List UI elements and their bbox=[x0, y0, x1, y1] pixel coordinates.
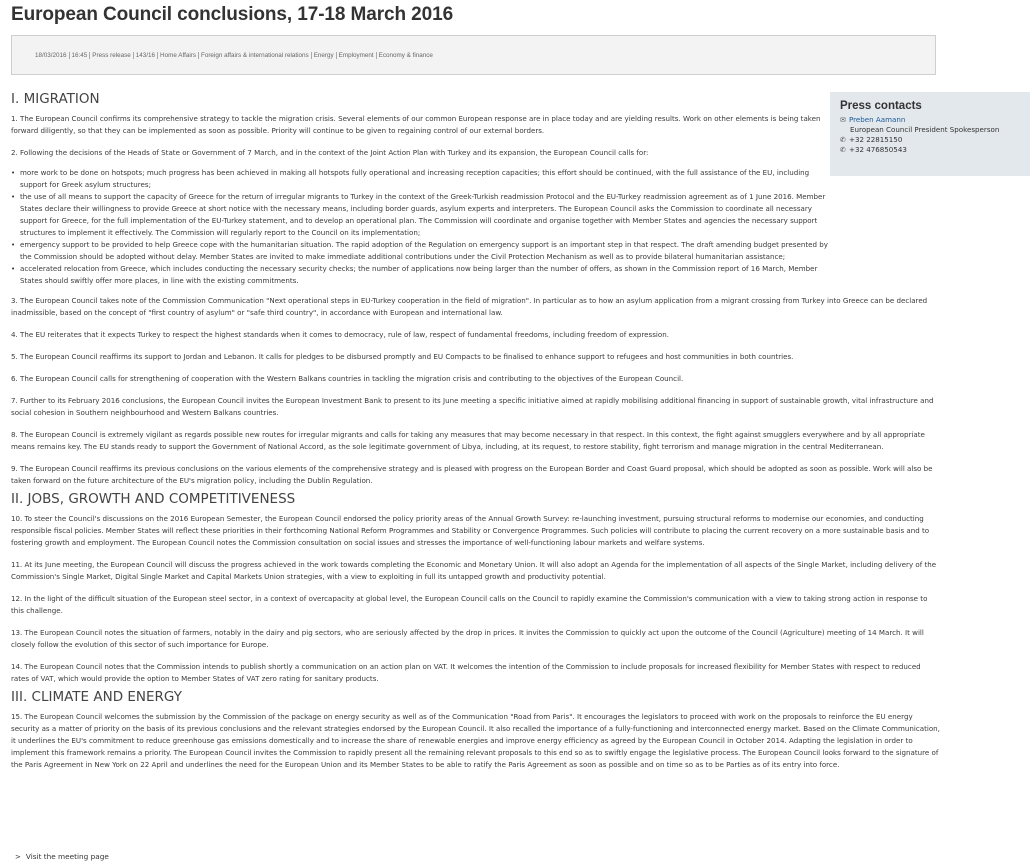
envelope-icon: ✉ bbox=[840, 116, 846, 124]
paragraph: 6. The European Council calls for strengthening of cooperation with the Western Balkans countries in tackling the migration crisis and contributing to the objectives of the European Council. bbox=[11, 374, 684, 383]
paragraph: 14. The European Council notes that the Commission intends to publish shortly a communication on an action plan on VAT. It welcomes the intention of the Commission to include proposals for increased flexibility for Member States with respect to reduced rates of VAT, which would provide the option to Member States of VAT zero rating for sanitary products. bbox=[11, 662, 921, 683]
main-content bbox=[11, 90, 941, 771]
meta-date: 18/03/2016 bbox=[35, 52, 67, 59]
paragraph: 7. Further to its February 2016 conclusions, the European Council invites the European Investment Bank to present to its June meeting a specific initiative aimed at rapidly mobilising additional financing in support of sustainable growth, vital infrastructure and social cohesion in Southern neighbourhood and Western Balkans countries. bbox=[11, 396, 934, 417]
meta-topic-link[interactable]: Home Affairs bbox=[157, 52, 198, 59]
meta-time: 16:45 bbox=[69, 52, 90, 59]
contact-role: European Council President Spokesperson bbox=[850, 125, 1000, 134]
meta-topic-link[interactable]: Economy & finance bbox=[376, 52, 435, 59]
meta-topic-link[interactable]: Foreign affairs & international relations bbox=[198, 52, 311, 59]
chevron-right-icon: > bbox=[15, 853, 21, 861]
list-item: • emergency support to be provided to help Greece cope with the humanitarian situation. The rapid adoption of the Regulation on emergency support is an important step in that respect. The draft amending budget presented by the Commission should be adopted without delay. Member States are invited to make immediate additional contributions under the Civil Protection Mechanism as well as to provide bilateral humanitarian assistance; bbox=[20, 239, 835, 263]
contact-email-link[interactable]: Preben Aamann bbox=[849, 115, 906, 124]
meta-tags bbox=[33, 52, 435, 59]
meta-topic-link[interactable]: Energy bbox=[311, 52, 336, 59]
paragraph: 2. Following the decisions of the Heads of State or Government of 7 March, and in the context of the Joint Action Plan with Turkey and its expansion, the European Council calls for: bbox=[11, 148, 649, 157]
paragraph: 4. The EU reiterates that it expects Turkey to respect the highest standards when it comes to democracy, rule of law, respect of fundamental freedoms, including freedom of expression. bbox=[11, 330, 669, 339]
paragraph: 9. The European Council reaffirms its previous conclusions on the various elements of the comprehensive strategy and is pleased with progress on the European Border and Coast Guard proposal, which should be adopted as soon as possible. Work will also be taken forward on the future architecture of the EU's migration policy, including the Dublin Regulation. bbox=[11, 464, 933, 485]
section-heading-migration: I. MIGRATION bbox=[11, 91, 100, 107]
paragraph: 12. In the light of the difficult situation of the European steel sector, in a context of overcapacity at global level, the European Council calls on the Council to rapidly examine the Commission's communication with a view to taking strong action in response to this challenge. bbox=[11, 594, 928, 615]
paragraph: 15. The European Council welcomes the submission by the Commission of the package on energy security as well as of the Communication "Road from Paris". It encourages the legislators to proceed with work on the proposals to reinforce the EU energy security as a matter of priority on the basis of its previous conclusions and the relevant strategies endorsed by the European Council. It also recalled the importance of a fully-functioning and interconnected energy market. Based on the Climate Communication, it underlines the EU's commitment to reduce greenhouse gas emissions domestically and to increase the share of renewable energies and improve energy efficiency as agreed by the European Council in October 2014. Adapting the legislation in order to implement this framework remains a priority. The European Council invites the Commission to rapidly present all the remaining relevant proposals to this end so as to swiftly engage the legislative process. The European Council looks forward to the signature of the Paris Agreement in New York on 22 April and underlines the need for the European Union and its Member States to be able to ratify the Paris Agreement as soon as possible and on time so as to be Parties as of its entry into force. bbox=[11, 712, 940, 769]
paragraph: 11. At its June meeting, the European Council will discuss the progress achieved in the work towards completing the Economic and Monetary Union. It will also adopt an Agenda for the implementation of all aspects of the Single Market, including delivery of the Commission's Single Market, Digital Single Market and Capital Markets Union strategies, with a view to exploiting in full its untapped growth and productivity potential. bbox=[11, 560, 937, 581]
contact-phone-1[interactable]: +32 22815150 bbox=[849, 135, 903, 144]
paragraph: 8. The European Council is extremely vigilant as regards possible new routes for irregular migrants and calls for taking any measures that may become necessary in that respect. In this context, the fight against smugglers everywhere and by all appropriate means remains key. The EU stands ready to support the Government of National Accord, as the sole legitimate government of Libya, including, at its request, to restore stability, fight terrorism and manage migration in the central Mediterranean. bbox=[11, 430, 925, 451]
meta-topic-link[interactable]: Employment bbox=[336, 52, 376, 59]
metadata-bar bbox=[11, 35, 936, 75]
bullet-list bbox=[11, 167, 835, 287]
paragraph: 13. The European Council notes the situation of farmers, notably in the dairy and pig sectors, who are seriously affected by the drop in prices. It invites the Commission to quickly act upon the outcome of the Council (Agriculture) meeting of 14 March. It will closely follow the evolution of this sector of such importance for Europe. bbox=[11, 628, 924, 649]
list-item: • the use of all means to support the capacity of Greece for the return of irregular migrants to Turkey in the context of the Greek-Turkish readmission Protocol and the EU-Turkey readmission agreement as of 1 June 2016. Member States declare their willingness to provide Greece at short notice with the necessary means, including border guards, asylum experts and interpreters. The European Council asks the Commission to coordinate all necessary support for Greece, for the full implementation of the EU-Turkey statement, and to develop an operational plan. The Commission will coordinate and organise together with Member States and agencies the necessary support structures to implement it effectively. The Commission will regularly report to the Council on its implementation; bbox=[20, 191, 835, 239]
paragraph: 1. The European Council confirms its comprehensive strategy to tackle the migration crisis. Several elements of our common European response are in place today and are yielding results. Work on other elements is being taken forward diligently, so that they can be implemented as soon as possible. Priority will continue to be given to regaining control of our external borders. bbox=[11, 114, 821, 135]
paragraph: 3. The European Council takes note of the Commission Communication "Next operational steps in EU-Turkey cooperation in the field of migration". In particular as to how an asylum application from a migrant crossing from Turkey into Greece can be declared inadmissible, based on the concept of "first country of asylum" or "safe third country", in accordance with European and international law. bbox=[11, 296, 928, 317]
phone-icon: ✆ bbox=[840, 146, 846, 154]
paragraph: 5. The European Council reaffirms its support to Jordan and Lebanon. It calls for pledges to be disbursed promptly and EU Compacts to be finalised to enhance support to refugees and host communities in both countries. bbox=[11, 352, 794, 361]
list-item: • more work to be done on hotspots; much progress has been achieved in making all hotspots fully operational and increasing reception capacities; this effort should be continued, with the full assistance of the EU, including support for Greek asylum structures; bbox=[20, 167, 835, 191]
section-heading-jobs: II. JOBS, GROWTH AND COMPETITIVENESS bbox=[11, 491, 296, 507]
visit-link-label: Visit the meeting page bbox=[25, 852, 109, 861]
press-contacts-heading: Press contacts bbox=[840, 100, 922, 112]
page-title: European Council conclusions, 17-18 March 2016 bbox=[11, 4, 454, 25]
paragraph: 10. To steer the Council's discussions on the 2016 European Semester, the European Council endorsed the policy priority areas of the Annual Growth Survey: re-launching investment, pursuing structural reforms to modernise our economies, and conducting responsible fiscal policies. Member States will reflect these priorities in their forthcoming National Reform Programmes and Stability or Convergence Programmes. Such policies will contribute to placing the current recovery on a more sustainable basis and to fostering growth and employment. The European Council notes the Commission consultation on social issues and stresses the importance of well-functioning labour markets and welfare systems. bbox=[11, 514, 930, 547]
phone-icon: ✆ bbox=[840, 136, 846, 144]
visit-meeting-page-link[interactable] bbox=[15, 852, 109, 861]
list-item: • accelerated relocation from Greece, which includes conducting the necessary security checks; the number of applications now being larger than the number of offers, as shown in the Commission report of 16 March, Member States should swiftly offer more places, in line with the existing commitments. bbox=[20, 263, 835, 287]
contact-phone-2[interactable]: +32 476850543 bbox=[849, 145, 907, 154]
meta-number: 143/16 bbox=[133, 52, 157, 59]
meta-type-link[interactable]: Press release bbox=[89, 52, 133, 59]
section-heading-climate: III. CLIMATE AND ENERGY bbox=[11, 689, 182, 705]
